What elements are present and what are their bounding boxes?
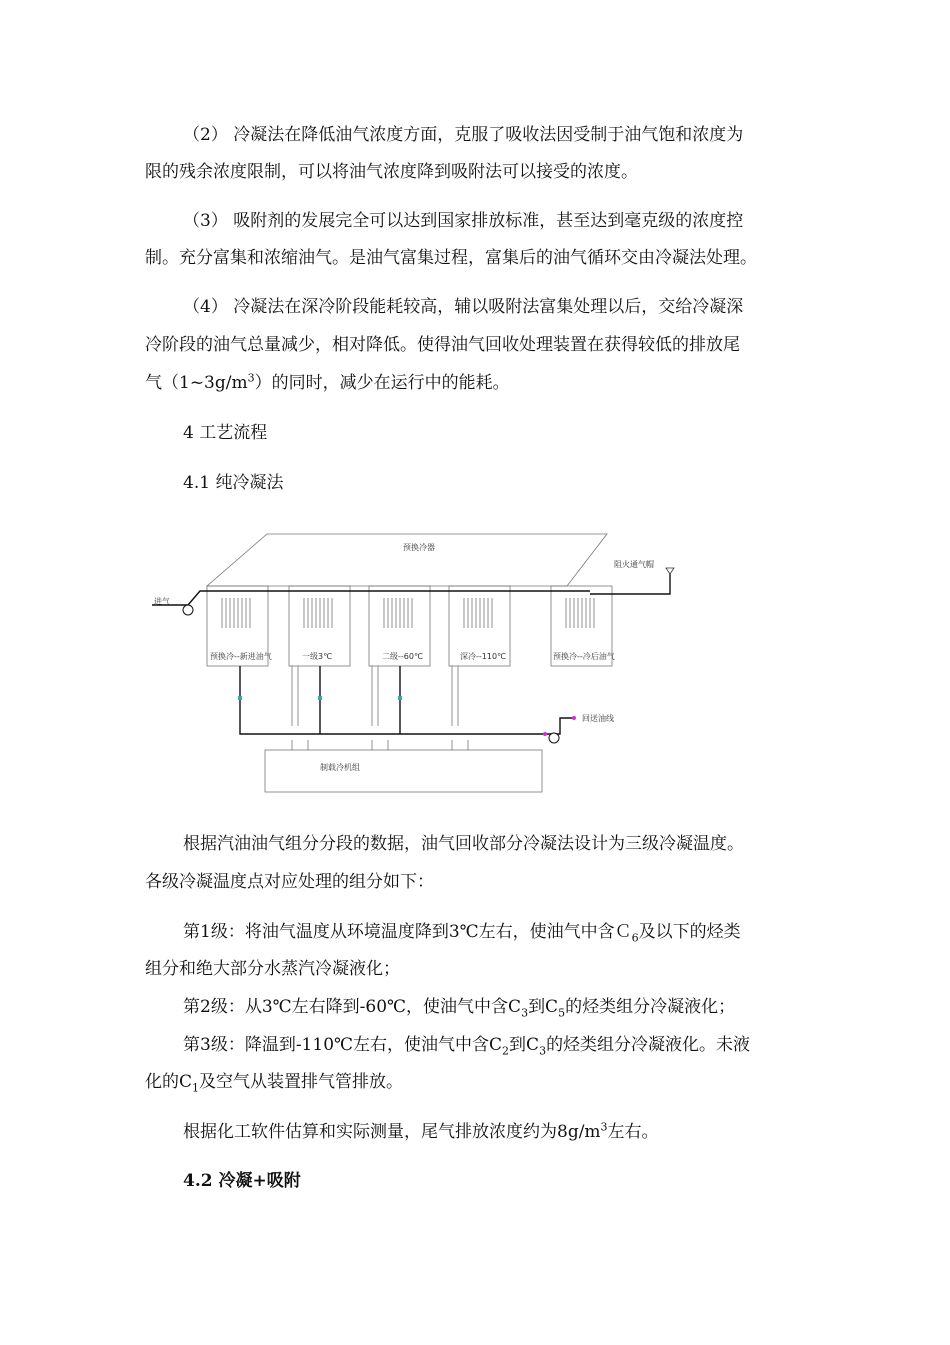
emission-text: 左右。 [607,1122,659,1142]
intro-line-1: 根据汽油油气组分分段的数据，油气回收部分冷凝法设计为三级冷凝温度。 [183,834,744,854]
superscript: 3 [247,371,255,385]
return-line [540,718,574,734]
coil [464,598,492,628]
process-flow-diagram [140,528,700,800]
stage-2-text: 到C [528,997,559,1017]
valve-markers [238,696,402,700]
unit-label-5: 预换冷--冷后油气 [553,652,615,661]
stage-3-line-1 [183,1033,750,1057]
condensate-line [240,666,540,734]
stage-3-text: 到C [509,1035,540,1055]
stage-2-text: 的烃类组分冷凝液化； [565,997,736,1017]
return-end-icon [572,716,576,720]
stage-3-line-2 [145,1070,403,1094]
precooler-outline [207,534,607,586]
subscript: 3 [521,1006,529,1020]
subscript: 5 [558,1006,566,1020]
condensate-drop [320,666,400,734]
inlet-label: 进气 [154,597,170,606]
coil [566,598,594,628]
stage-1-line-1 [183,920,741,944]
return-pump-icon [549,733,559,743]
return-valve-icon [543,732,547,736]
vent-cap-icon [666,568,674,574]
emission-text: 根据化工软件估算和实际测量，尾气排放浓度约为8g/m [183,1122,601,1142]
stage-3-text: 第3级：降温到-110℃左右，使油气中含C [183,1035,503,1055]
stage-3-text: 及空气从装置排气管排放。 [199,1072,404,1092]
para-4-text: ）的同时，减少在运行中的能耗。 [254,373,510,393]
intro-line-2: 各级冷凝温度点对应处理的组分如下： [145,872,434,892]
stage-1-text: 第1级：将油气温度从环境温度降到3℃左右，使油气中含Ｃ [183,922,632,942]
stage-2-line [183,995,735,1019]
chiller-box [265,750,542,792]
stage-3-text: 的烃类组分冷凝液化。未液 [546,1035,751,1055]
para-3-line-2: 制。充分富集和浓缩油气。是油气富集过程，富集后的油气循环交由冷凝法处理。 [145,248,757,268]
para-2-line-1: （2） 冷凝法在降低油气浓度方面，克服了吸收法因受制于油气饱和浓度为 [183,125,744,145]
unit-label-4: 深冷--110℃ [460,652,507,661]
stage-1-line-2: 组分和绝大部分水蒸汽冷凝液化； [145,959,400,979]
subscript: 3 [539,1044,547,1058]
subscript: 6 [631,931,639,945]
section-heading-4-1: 4.1 纯冷凝法 [183,473,284,493]
para-3-line-1: （3） 吸附剂的发展完全可以达到国家排放标准，甚至达到毫克级的浓度控 [183,211,744,231]
unit-label-1: 预换冷--新进油气 [210,652,272,661]
section-heading-4: 4 工艺流程 [183,423,268,443]
stage-3-text: 化的C [145,1072,193,1092]
para-4-line-2: 冷阶段的油气总量减少，相对降低。使得油气回收处理装置在获得较低的排放尾 [145,335,740,355]
coil [384,598,412,628]
subscript: 1 [192,1081,200,1095]
stage-2-text: 第2级：从3℃左右降到-60℃，使油气中含C [183,997,522,1017]
superscript: 3 [600,1120,608,1134]
precooler-label: 预换冷器 [403,543,435,552]
section-heading-4-2: 4.2 冷凝+吸附 [183,1171,301,1191]
coil [304,598,332,628]
unit-label-3: 二级--60℃ [382,652,423,661]
vent-pipe [590,572,670,594]
para-2-line-2: 限的残余浓度限制，可以将油气浓度降到吸附法可以接受的浓度。 [145,162,638,182]
para-4-line-3 [145,371,510,395]
return-label: 回送油线 [582,714,614,723]
para-4-line-1: （4） 冷凝法在深冷阶段能耗较高，辅以吸附法富集处理以后，交给冷凝深 [183,297,744,317]
emission-line [183,1120,659,1144]
subscript: 2 [502,1044,510,1058]
coil [222,598,250,628]
chiller-label: 制载冷机组 [320,763,360,772]
stage-1-text: 及以下的烃类 [638,922,741,942]
inlet-pump-icon [183,605,193,615]
para-4-text: 气（1~3g/m [145,373,248,393]
vent-label: 阻火通气帽 [614,560,654,569]
unit-label-2: 一级3℃ [302,652,333,661]
